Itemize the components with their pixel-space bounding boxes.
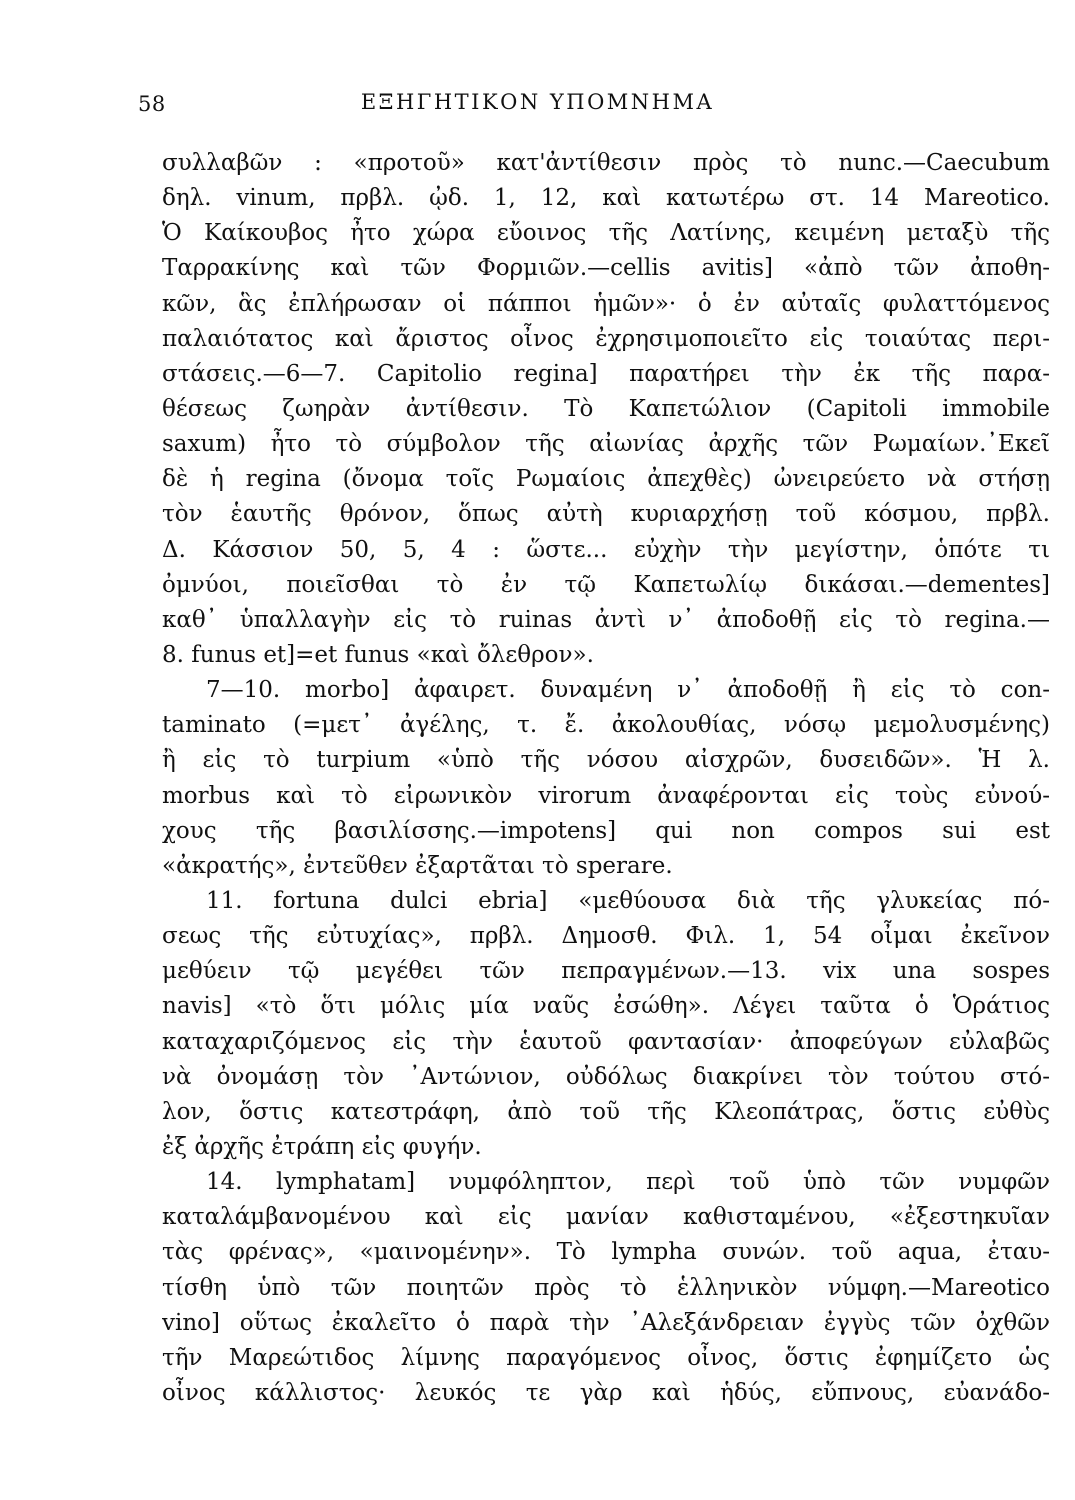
text-line: Δ. Κάσσιον 50, 5, 4 : ὥστε... εὐχὴν τὴν μεγίστην, ὁπότε τι xyxy=(162,536,1050,563)
text-line: νὰ ὀνομάσῃ τὸν ᾿Αντώνιον, οὐδόλως διακρίνει τὸν τούτου στό- xyxy=(162,1063,1050,1090)
text-line: 11. fortuna dulci ebria] «μεθύουσα διὰ τῆς γλυκείας πό- xyxy=(206,887,1050,914)
text-line: saxum) ἦτο τὸ σύμβολον τῆς αἰωνίας ἀρχῆς τῶν Ρωμαίων.᾿Εκεῖ xyxy=(162,431,1050,458)
text-line: morbus καὶ τὸ εἰρωνικὸν virorum ἀναφέρονται εἰς τοὺς εὐνού- xyxy=(162,782,1050,809)
text-line: δηλ. vinum, πρβλ. ᾠδ. 1, 12, καὶ κατωτέρω στ. 14 Mareotico. xyxy=(162,185,1050,212)
text-line: καταχαριζόμενος εἰς τὴν ἑαυτοῦ φαντασίαν· ἀποφεύγων εὐλαβῶς xyxy=(162,1028,1050,1055)
running-head: ΕΞΗΓΗΤΙΚΟΝ ΥΠΟΜΝΗΜΑ xyxy=(360,90,715,114)
text-line: δὲ ἡ regina (ὄνομα τοῖς Ρωμαίοις ἀπεχθὲς) ὠνειρεύετο νὰ στήσῃ xyxy=(162,466,1050,493)
text-line: Ὁ Καίκουβος ἦτο χώρα εὔοινος τῆς Λατίνης, κειμένη μεταξὺ τῆς xyxy=(162,220,1050,247)
text-line: συλλαβῶν : «προτοῦ» κατ'ἀντίθεσιν πρὸς τὸ nunc.—Caecubum xyxy=(162,150,1050,176)
text-line: τὸν ἑαυτῆς θρόνον, ὅπως αὐτὴ κυριαρχήσῃ τοῦ κόσμου, πρβλ. xyxy=(162,501,1050,528)
text-line: τῆν Μαρεώτιδος λίμνης παραγόμενος οἶνος, ὅστις ἐφημίζετο ὡς xyxy=(162,1344,1050,1371)
body-text xyxy=(162,146,1050,1411)
text-line: λον, ὅστις κατεστράφη, ἀπὸ τοῦ τῆς Κλεοπάτρας, ὅστις εὐθὺς xyxy=(162,1098,1050,1125)
text-line: καθ᾿ ὑπαλλαγὴν εἰς τὸ ruinas ἀντὶ ν᾿ ἀποδοθῇ εἰς τὸ regina.— xyxy=(162,606,1050,633)
text-line: «ἀκρατής», ἐντεῦθεν ἐξαρτᾶται τὸ sperare. xyxy=(162,852,673,879)
text-line: τίσθη ὑπὸ τῶν ποιητῶν πρὸς τὸ ἑλληνικὸν νύμφη.—Mareotico xyxy=(162,1274,1050,1301)
text-line: θέσεως ζωηρὰν ἀντίθεσιν. Τὸ Καπετώλιον (Capitoli immobile xyxy=(162,395,1050,422)
text-line: vino] οὕτως ἐκαλεῖτο ὁ παρὰ τὴν ᾿Αλεξάνδρειαν ἐγγὺς τῶν ὀχθῶν xyxy=(162,1309,1050,1336)
text-line: κῶν, ἃς ἐπλήρωσαν οἱ πάπποι ἡμῶν»· ὁ ἐν αὐταῖς φυλαττόμενος xyxy=(162,290,1050,317)
text-line: ὀμνύοι, ποιεῖσθαι τὸ ἐν τῷ Καπετωλίῳ δικάσαι.—dementes] xyxy=(162,571,1050,598)
text-line: 8. funus et]=et funus «καὶ ὄλεθρον». xyxy=(162,641,594,668)
text-line: 14. lymphatam] νυμφόληπτον, περὶ τοῦ ὑπὸ τῶν νυμφῶν xyxy=(206,1169,1050,1196)
text-line: καταλάμβανομένου καὶ εἰς μανίαν καθισταμένου, «ἐξεστηκυῖαν xyxy=(162,1204,1050,1231)
text-line: μεθύειν τῷ μεγέθει τῶν πεπραγμένων.—13. vix una sospes xyxy=(162,958,1050,985)
text-line: navis] «τὸ ὅτι μόλις μία ναῦς ἐσώθη». Λέγει ταῦτα ὁ Ὁράτιος xyxy=(162,993,1050,1020)
text-line: χους τῆς βασιλίσσης.—impotens] qui non compos sui est xyxy=(162,817,1050,844)
text-line: παλαιότατος καὶ ἄριστος οἶνος ἐχρησιμοποιεῖτο εἰς τοιαύτας περι- xyxy=(162,325,1050,352)
text-line: στάσεις.—6—7. Capitolio regina] παρατήρει τὴν ἐκ τῆς παρα- xyxy=(162,360,1050,387)
text-line: ἐξ ἀρχῆς ἐτράπη εἰς φυγήν. xyxy=(162,1133,482,1160)
text-line: σεως τῆς εὐτυχίας», πρβλ. Δημοσθ. Φιλ. 1, 54 οἶμαι ἐκεῖνον xyxy=(162,923,1050,950)
text-line: ἢ εἰς τὸ turpium «ὑπὸ τῆς νόσου αἰσχρῶν, δυσειδῶν». Ἡ λ. xyxy=(162,747,1050,774)
text-line: οἶνος κάλλιστος· λευκός τε γὰρ καὶ ἡδύς, εὔπνους, εὐανάδο- xyxy=(162,1379,1050,1406)
text-line: Ταρρακίνης καὶ τῶν Φορμιῶν.—cellis avitis] «ἀπὸ τῶν ἀποθη- xyxy=(162,255,1050,282)
text-line: τὰς φρένας», «μαινομένην». Τὸ lympha συνών. τοῦ aqua, ἐταυ- xyxy=(162,1239,1050,1266)
text-line: 7—10. morbo] ἀφαιρετ. δυναμένη ν᾿ ἀποδοθῇ ἢ εἰς τὸ con- xyxy=(206,677,1050,704)
page-number: 58 xyxy=(138,92,166,116)
text-line: taminato (=μετ᾿ ἀγέλης, τ. ἔ. ἀκολουθίας, νόσῳ μεμολυσμένης) xyxy=(162,712,1050,739)
